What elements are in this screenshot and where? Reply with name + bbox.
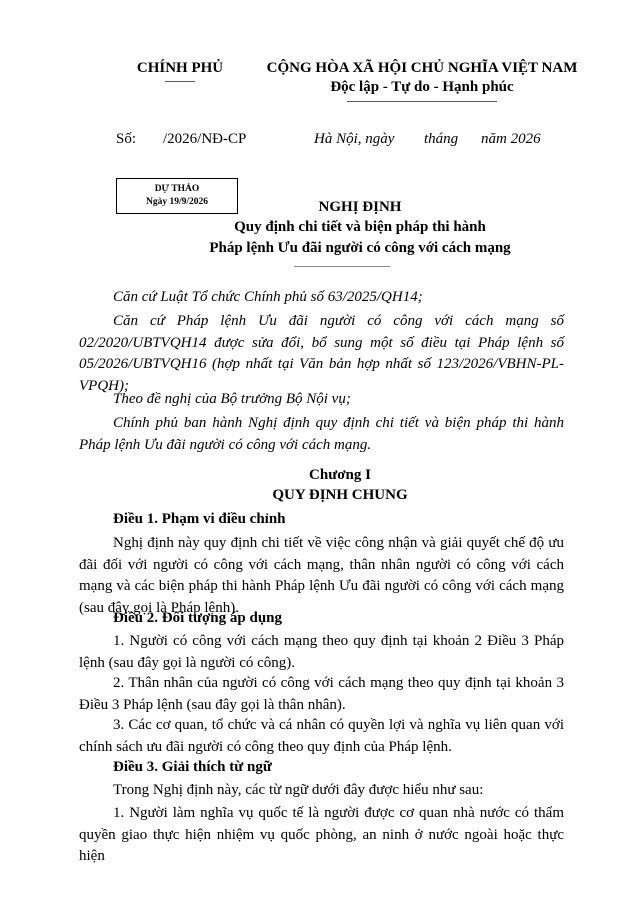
article-2-heading: Điều 2. Đối tượng áp dụng — [113, 610, 283, 626]
article-2-item-3: 3. Các cơ quan, tổ chức và cá nhân có quyền lợi và nghĩa vụ liên quan với chính sách ưu đãi người có công theo quy định của Pháp lệnh. — [79, 717, 564, 755]
preamble-basis-law: Căn cứ Luật Tổ chức Chính phủ số 63/2025/QH14; — [113, 289, 423, 305]
issuer-underline — [165, 81, 195, 82]
document-number-label: Số: — [116, 131, 137, 147]
document-number-value: /2026/NĐ-CP — [163, 131, 247, 147]
article-2-item-2: 2. Thân nhân của người có công với cách mạng theo quy định tại khoản 3 Điều 3 Pháp lệnh (sau đây gọi là thân nhân). — [79, 675, 564, 713]
document-type-title: NGHỊ ĐỊNH — [318, 199, 402, 215]
motto: Độc lập - Tự do - Hạnh phúc — [330, 79, 514, 95]
article-1-heading: Điều 1. Phạm vi điều chỉnh — [113, 511, 286, 527]
title-line-1: Quy định chi tiết và biện pháp thi hành — [234, 219, 486, 235]
nation-name: CỘNG HÒA XÃ HỘI CHỦ NGHĨA VIỆT NAM — [266, 60, 578, 76]
article-3-intro: Trong Nghị định này, các từ ngữ dưới đây được hiểu như sau: — [113, 782, 484, 798]
article-3-heading: Điều 3. Giải thích từ ngữ — [113, 759, 272, 775]
preamble-promulgation: Chính phủ ban hành Nghị định quy định chi tiết và biện pháp thi hành Pháp lệnh Ưu đãi người có công với cách mạng. — [79, 415, 564, 453]
date-month: tháng — [424, 131, 459, 147]
chapter-name: QUY ĐỊNH CHUNG — [272, 487, 408, 503]
issuer-name: CHÍNH PHỦ — [136, 60, 224, 76]
article-2-item-1: 1. Người có công với cách mạng theo quy định tại khoản 2 Điều 3 Pháp lệnh (sau đây gọi là người có công). — [79, 633, 564, 671]
title-underline — [294, 266, 390, 267]
preamble-proposal: Theo đề nghị của Bộ trưởng Bộ Nội vụ; — [113, 391, 351, 407]
draft-date: Ngày 19/9/2026 — [145, 197, 208, 207]
draft-label: DỰ THẢO — [154, 184, 200, 194]
article-1-text: Nghị định này quy định chi tiết về việc công nhận và giải quyết chế độ ưu đãi đối với người có công với cách mạng, thân nhân người có công với cách mạng và các biện pháp thi hành Pháp lệnh Ưu đãi người có công với cách mạng (sau đây gọi là Pháp lệnh). — [79, 535, 564, 616]
article-3-item-1: 1. Người làm nghĩa vụ quốc tế là người được cơ quan nhà nước có thẩm quyền giao thực hiện nhiệm vụ quốc phòng, an ninh ở nước ngoài hoặc thực hiện — [79, 805, 564, 864]
chapter-number: Chương I — [309, 467, 371, 483]
preamble-basis-ordinance: Căn cứ Pháp lệnh Ưu đãi người có công với cách mạng số 02/2020/UBTVQH14 được sửa đổi, bổ sung một số điều tại Pháp lệnh số 05/2026/UBTVQH16 (hợp nhất tại Văn bản hợp nhất số 123/2026/VBHN-PL-VPQH); — [79, 313, 564, 394]
title-line-2: Pháp lệnh Ưu đãi người có công với cách mạng — [209, 240, 511, 256]
date-year: năm 2026 — [481, 131, 541, 147]
place-date: Hà Nội, ngày — [314, 131, 395, 147]
motto-underline — [347, 101, 497, 102]
